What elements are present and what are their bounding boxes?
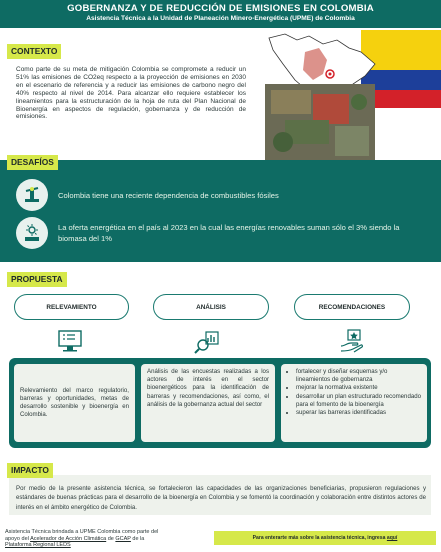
pill-analisis: ANÁLISIS [153,294,269,320]
hand-star-icon [339,328,365,359]
impacto-text: Por medio de la presente asistencia técnica, se fortalecieron las capacidades de las organizaciones beneficiarias, propusieron regulaciones y estándares de buenas prácticas para el desarrollo de la bioenergía en Colombia y se fomentó la coordinación y colaboración entre distintos actores de interés en el ámbito energético de Colombia. [16,485,426,511]
page-header [0,0,441,28]
oil-pump-icon [16,179,48,211]
list-item: • superar las barreras identificadas [296,409,421,417]
footer-credit [5,529,165,549]
propuesta-tag: PROPUESTA [7,272,67,287]
colombia-map-illustration [265,30,441,162]
page-title: GOBERNANZA Y DE REDUCCIÓN DE EMISIONES EN COLOMBIA [67,3,374,14]
relevamiento-text [14,364,135,442]
contexto-text: Como parte de su meta de mitigación Colombia se compromete a reducir un 51% las emisiones de CO2eq respecto a la proyección de emisiones en 2030 en el escenario de referencia y a reducir las emisiones de carbono negro del 40% respecto al nivel de 2014. Para alcanzar ello requiere establecer los lineamientos para la estructuración de la hoja de ruta del Plan Nacional de Bioenergía en aspectos de regulación, gobernanza y de reducción de emisiones. [16,66,246,121]
page-subtitle: Asistencia Técnica a la Unidad de Planeación Minero-Energética (UPME) de Colombia [86,15,355,22]
list-item: • fortalecer y diseñar esquemas y/o lineamientos de gobernanza [296,368,421,384]
contexto-tag: CONTEXTO [7,44,61,59]
gcap-link[interactable]: GCAP [115,535,131,542]
desafios-tag: DESAFÍOS [7,155,58,170]
footer-connector: de [106,535,116,542]
footer-connector: de la [130,535,145,542]
cta-text: Para enterarte más sobre la asistencia técnica, ingresa [252,535,386,541]
footer-prefix: Asistencia Técnica brindada a UPME Colombia como parte del apoyo del [5,529,159,542]
analysis-magnifier-icon [194,328,220,359]
checklist-monitor-icon [57,328,83,359]
list-item: • desarrollar un plan estructurado recomendado para el fomento de la bioenergía [296,393,421,409]
acelerador-link[interactable]: Acelerador de Acción Climática [30,535,107,542]
pill-recomendaciones: RECOMENDACIONES [294,294,410,320]
recomendaciones-list [287,368,421,417]
list-item: • mejorar la normativa existente [296,384,421,392]
desafio-item [16,178,426,212]
recomendaciones-text [281,364,427,442]
desafio-item [16,216,426,250]
impacto-tag: IMPACTO [7,463,53,478]
leds-link[interactable]: Plataforma Regional LEDS [5,542,71,549]
desafio-text: Colombia tiene una reciente dependencia de combustibles fósiles [58,190,279,200]
analisis-text: Análisis de las encuestas realizadas a los actores de interés en el sector bioenergéticos para la identificación de barreras y recomendaciones, así como, el análisis de la gobernanza actual del sector [141,364,275,442]
more-info-banner [214,531,436,545]
renewable-energy-icon [16,217,48,249]
relevamiento-description: Relevamiento del marco regulatorio, barreras y oportunidades, metas de desarrollo sostenible y bioenergía en Colombia. [20,386,129,419]
more-info-link[interactable]: aquí [386,535,398,541]
pill-relevamiento: RELEVAMIENTO [14,294,129,320]
desafio-text: La oferta energética en el país al 2023 en la cual las energías renovables suman sólo el 3% siendo la biomasa del 1% [58,223,400,243]
